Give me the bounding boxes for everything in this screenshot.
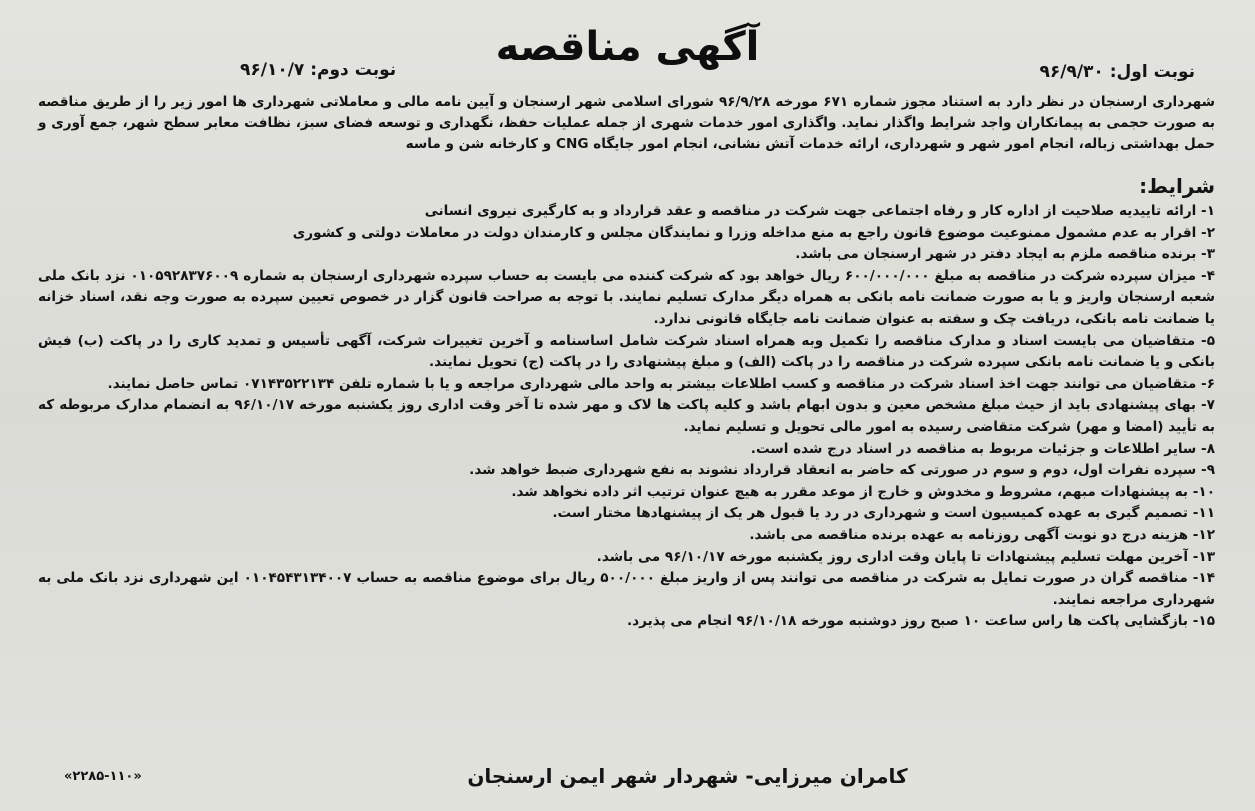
condition-item: ۳- برنده مناقصه ملزم به ایجاد دفتر در شهر ارسنجان می باشد. [795, 246, 1215, 263]
condition-item: ۱۲- هزینه درج دو نوبت آگهی روزنامه به عهده برنده مناقصه می باشد. [749, 526, 1215, 543]
condition-item: ۵- متقاضیان می بایست اسناد و مدارک مناقصه را تکمیل وبه همراه اسناد شرکت شامل اساسنامه و آخرین تغییرات شرکت، آگهی تأسیس و تمدید کاری را در پاکت (ب) فیش بانکی و یا ضمانت نامه بانکی سپرده شرکت در مناقصه را در پاکت (الف) و مبلغ پیشنهادی را در پاکت (ج) تحویل نمایند. [38, 332, 1215, 371]
first-round-date: نوبت اول: ۹۶/۹/۳۰ [1039, 62, 1195, 82]
signature: کامران میرزایی- شهردار شهر ایمن ارسنجان [467, 764, 908, 788]
condition-item: ۱- ارائه تاییدیه صلاحیت از اداره کار و رفاه اجتماعی جهت شرکت در مناقصه و عقد قرارداد و به کارگیری نیروی انسانی [424, 203, 1215, 219]
condition-item: ۸- سایر اطلاعات و جزئیات مربوط به مناقصه در اسناد درج شده است. [750, 440, 1215, 457]
ad-code: «۲۲۸۵-۱۱۰» [64, 769, 142, 784]
conditions-list [38, 201, 1215, 633]
notice-title: آگهی مناقصه [495, 24, 760, 70]
condition-item: ۲- اقرار به عدم مشمول ممنوعیت موضوع قانون راجع به منع مداخله وزرا و نمایندگان مجلس و کارمندان دولت در معاملات دولتی و کشوری [292, 224, 1215, 241]
condition-item: ۶- متقاضیان می توانند جهت اخذ اسناد شرکت در مناقصه و کسب اطلاعات بیشتر به واحد مالی شهرداری مراجعه و یا با شماره تلفن ۰۷۱۴۳۵۲۲۱۳۴ تماس حاصل نمایند. [107, 375, 1215, 392]
condition-item: ۴- میزان سپرده شرکت در مناقصه به مبلغ ۶۰۰/۰۰۰/۰۰۰ ریال خواهد بود که شرکت کننده می بایست به حساب سپرده شهرداری ارسنجان به شماره ۰۱۰۵۹۲۸۳۷۶۰۰۹ نزد بانک ملی شعبه ارسنجان واریز و یا به صورت ضمانت نامه بانکی به همراه دیگر مدارک تسلیم نمایند. با توجه به صراحت قانون گزار در خصوص تعیین سپرده به صورت وجه نقد، اسناد خزانه یا ضمانت نامه بانکی، دریافت چک و سفته به عنوان ضمانت نامه جایگاه قانونی ندارد. [38, 267, 1215, 327]
notice-intro: شهرداری ارسنجان در نظر دارد به استناد مجوز شماره ۶۷۱ مورخه ۹۶/۹/۲۸ شورای اسلامی شهر ارسنجان و آیین نامه مالی و معاملاتی شهرداری ها امور زیر را از طریق مناقصه به صورت حجمی به پیمانکاران واجد شرایط واگذار نماید. واگذاری امور خدمات شهری از جمله عملیات حفظ، نگهداری و توسعه فضای سبز، نظافت معابر سطح شهر، جمع آوری و حمل بهداشتی زباله، انجام امور شهر و شهرداری، ارائه خدمات آتش نشانی، انجام امور جایگاه CNG و کارخانه شن و ماسه [38, 94, 1215, 152]
condition-item: ۱۱- تصمیم گیری به عهده کمیسیون است و شهرداری در رد یا قبول هر یک از پیشنهادها مختار است. [552, 505, 1215, 522]
notice-header [40, 18, 1215, 86]
condition-item: ۹- سپرده نفرات اول، دوم و سوم در صورتی که حاضر به انعقاد قرارداد نشوند به نفع شهرداری ضبط خواهد شد. [469, 462, 1215, 479]
condition-item: ۱۵- بازگشایی پاکت ها راس ساعت ۱۰ صبح روز دوشنبه مورخه ۹۶/۱۰/۱۸ انجام می پذیرد. [627, 613, 1215, 630]
second-round-date: نوبت دوم: ۹۶/۱۰/۷ [240, 60, 397, 80]
condition-item: ۱۰- به پیشنهادات مبهم، مشروط و مخدوش و خارج از موعد مقرر به هیچ عنوان ترتیب اثر داده نخواهد شد. [511, 483, 1215, 500]
condition-item: ۱۴- مناقصه گران در صورت تمایل به شرکت در مناقصه می توانند پس از واریز مبلغ ۵۰۰/۰۰۰ ریال برای موضوع مناقصه به حساب ۰۱۰۴۵۴۳۱۳۴۰۰۷ این شهرداری نزد بانک ملی به شهرداری مراجعه نمایند. [38, 570, 1216, 608]
condition-item: ۷- بهای پیشنهادی باید از حیث مبلغ مشخص معین و بدون ابهام باشد و کلیه پاکت ها لاک و مهر شده تا آخر وقت اداری روز یکشنبه مورخه ۹۶/۱۰/۱۷ به انضمام مدارک مربوطه که به تأیید (امضا و مهر) شرکت متقاضی رسیده به امور مالی تحویل و تسلیم نماید. [38, 397, 1215, 435]
conditions-heading: شرایط: [1139, 174, 1215, 198]
condition-item: ۱۳- آخرین مهلت تسلیم پیشنهادات تا پایان وقت اداری روز یکشنبه مورخه ۹۶/۱۰/۱۷ می باشد. [596, 548, 1215, 565]
notice-footer [40, 761, 1215, 791]
